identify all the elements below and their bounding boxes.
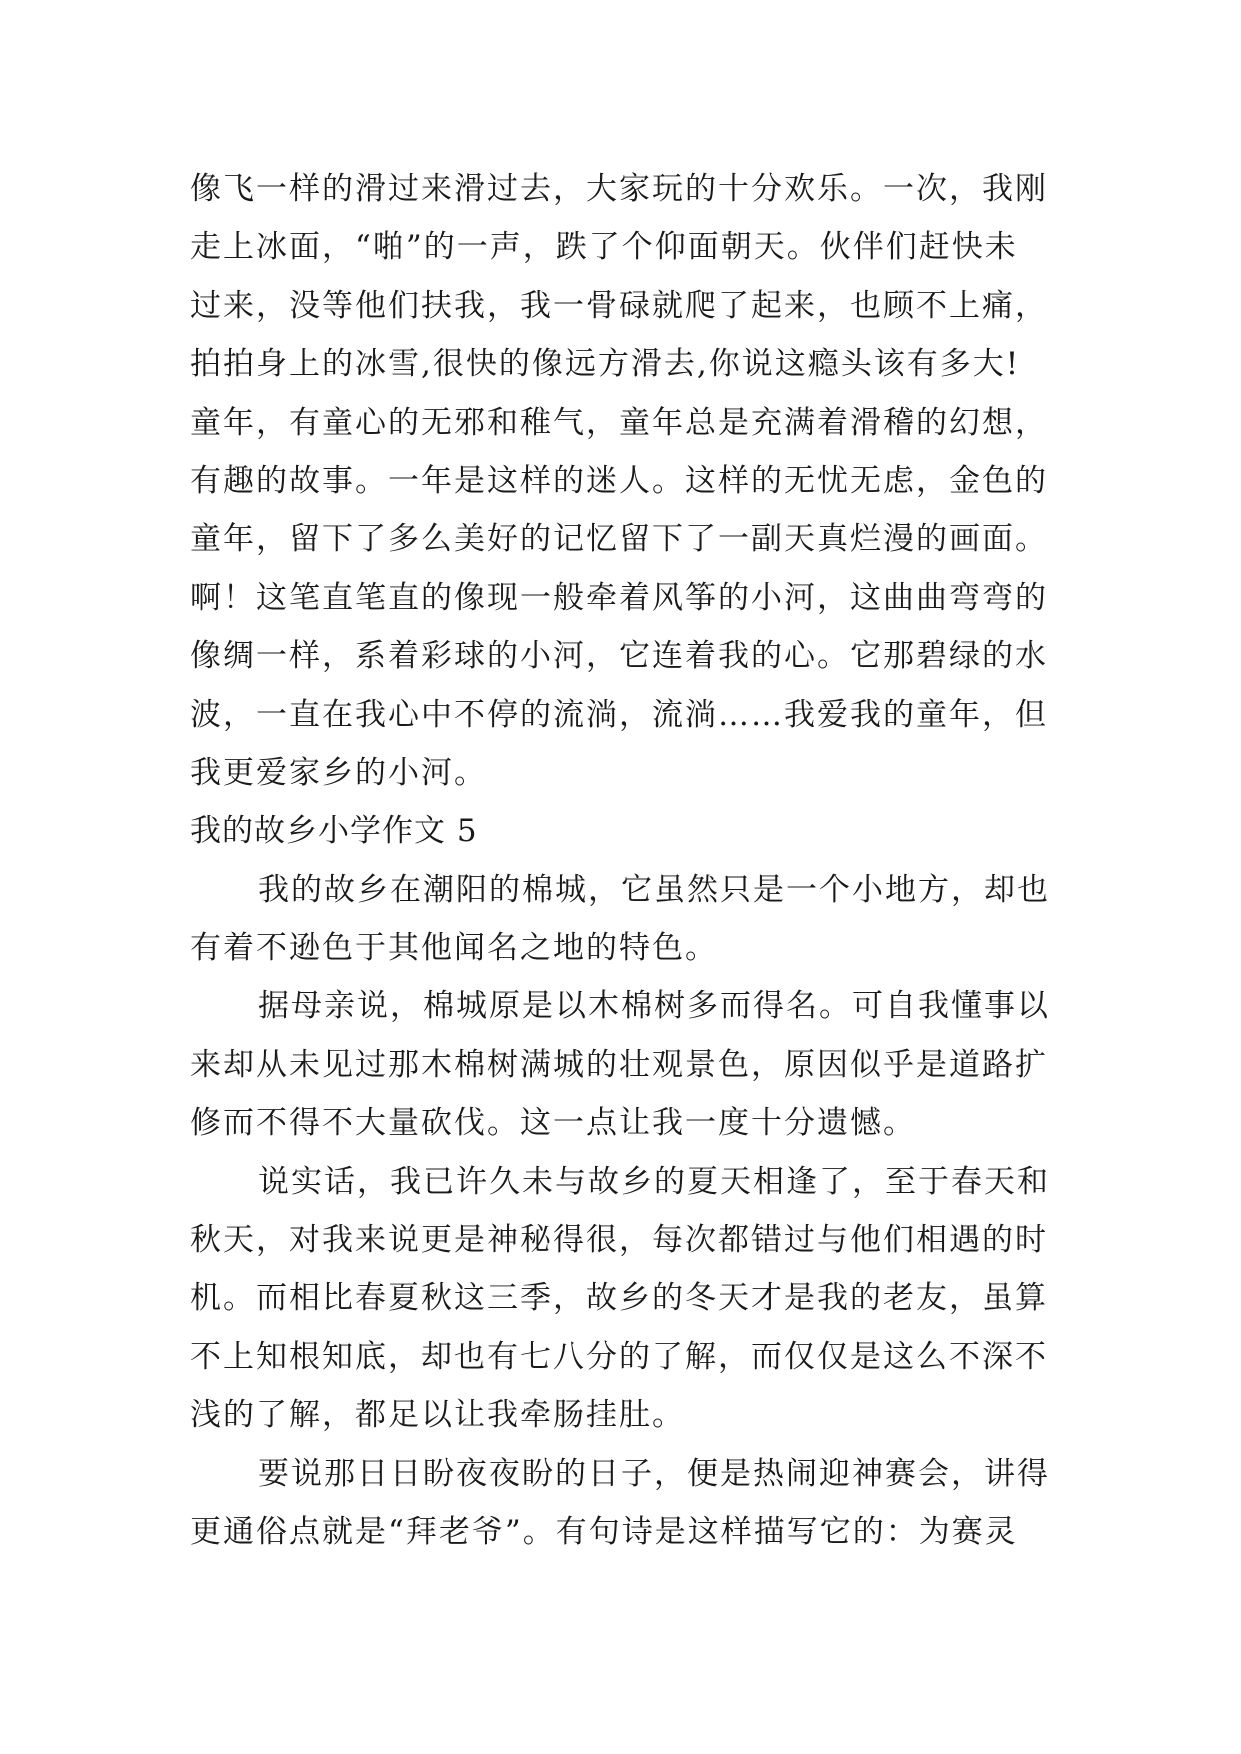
text-line: 来却从未见过那木棉树满城的壮观景色，原因似乎是道路扩 xyxy=(190,1046,1048,1083)
text-line: 啊！这笔直笔直的像现一般牵着风筝的小河，这曲曲弯弯的 xyxy=(190,579,1048,616)
text-line: 像飞一样的滑过来滑过去，大家玩的十分欢乐。一次，我刚 xyxy=(190,171,1048,207)
text-line: 不上知根知底，却也有七八分的了解，而仅仅是这么不深不 xyxy=(190,1338,1048,1375)
text-line: 拍拍身上的冰雪,很快的像远方滑去,你说这瘾头该有多大! xyxy=(190,346,1021,383)
text-line: 波，一直在我心中不停的流淌，流淌……我爱我的童年，但 xyxy=(190,696,1048,733)
text-line: 说实话，我已许久未与故乡的夏天相逢了，至于春天和 xyxy=(258,1163,1050,1200)
section-heading: 我的故乡小学作文 5 xyxy=(190,813,478,850)
text-line: 更通俗点就是“拜老爷”。有句诗是这样描写它的：为赛灵 xyxy=(190,1513,1018,1550)
document-page xyxy=(190,160,1060,1561)
text-line: 浅的了解，都足以让我牵肠挂肚。 xyxy=(190,1397,685,1434)
text-line: 像绸一样，系着彩球的小河，它连着我的心。它那碧绿的水 xyxy=(190,638,1048,675)
text-line: 秋天，对我来说更是神秘得很，每次都错过与他们相遇的时 xyxy=(190,1222,1048,1259)
text-line: 有着不逊色于其他闻名之地的特色。 xyxy=(190,930,718,967)
text-line: 过来，没等他们扶我，我一骨碌就爬了起来，也顾不上痛， xyxy=(190,287,1048,324)
text-block xyxy=(190,160,1060,1561)
text-line: 要说那日日盼夜夜盼的日子，便是热闹迎神赛会，讲得 xyxy=(258,1455,1050,1492)
text-line: 我更爱家乡的小河。 xyxy=(190,754,487,791)
text-line: 据母亲说，棉城原是以木棉树多而得名。可自我懂事以 xyxy=(258,988,1050,1025)
text-line: 走上冰面，“啪”的一声，跌了个仰面朝天。伙伴们赶快未 xyxy=(190,229,1018,266)
text-line: 修而不得不大量砍伐。这一点让我一度十分遗憾。 xyxy=(190,1105,916,1142)
text-line: 童年，有童心的无邪和稚气，童年总是充满着滑稽的幻想， xyxy=(190,404,1048,441)
text-line: 童年，留下了多么美好的记忆留下了一副天真烂漫的画面。 xyxy=(190,521,1048,558)
text-line: 我的故乡在潮阳的棉城，它虽然只是一个小地方，却也 xyxy=(258,871,1050,908)
text-line: 有趣的故事。一年是这样的迷人。这样的无忧无虑，金色的 xyxy=(190,462,1048,499)
text-line: 机。而相比春夏秋这三季，故乡的冬天才是我的老友，虽算 xyxy=(190,1280,1048,1317)
